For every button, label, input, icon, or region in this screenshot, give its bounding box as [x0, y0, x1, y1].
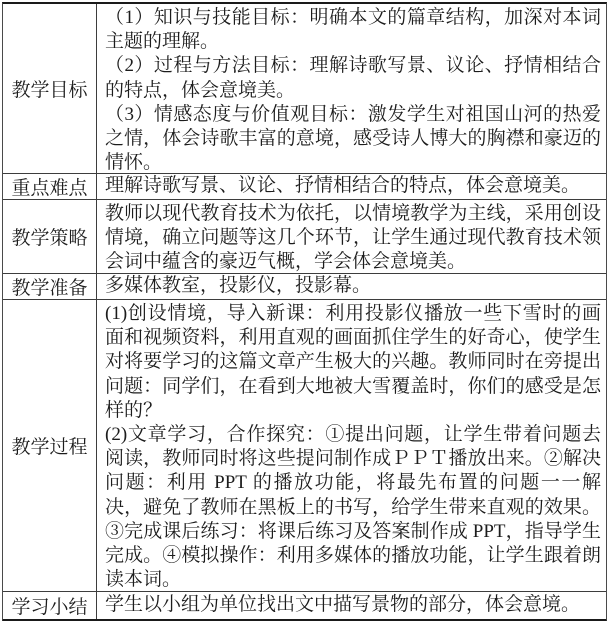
- row-content-teaching-process: [97, 300, 606, 591]
- row-label-teaching-goals: 教学目标: [3, 4, 97, 173]
- row-label-teaching-process: 教学过程: [3, 300, 97, 591]
- row-content-key-difficulties: [97, 174, 606, 199]
- row-label-teaching-preparation: 教学准备: [3, 274, 97, 299]
- lesson-plan-table: [2, 2, 607, 621]
- row-label-learning-summary: 学习小结: [3, 592, 97, 619]
- paragraph-goal-1: （1）知识与技能目标：明确本文的篇章结构，加深对本词主题的理解。: [105, 7, 601, 53]
- table-row-learning-summary: [3, 592, 606, 619]
- paragraph-goal-3: （3）情感态度与价值观目标：激发学生对祖国山河的热爱之情，体会诗歌丰富的意境，感受诗人博大的胸襟和豪迈的情怀。: [105, 103, 601, 173]
- row-label-key-difficulties: 重点难点: [3, 174, 97, 199]
- paragraph-preparation: 多媒体教室，投影仪，投影幕。: [105, 275, 372, 297]
- paragraph-process-step-2: (2)文章学习，合作探究：①提出问题，让学生带着问题去阅读，教师同时将这些提问制作成ＰＰＴ播放出来。②解决问题：利用 PPT 的播放功能，将最先布置的问题一一解决，避免了教师在黑板上的书写，给学生带来直观的效果。③完成课后练习：将课后练习及答案制作成 PPT，指导学生完成。④模拟操作：利用多媒体的播放功能，让学生跟着朗读本词。: [105, 424, 601, 591]
- table-row-key-difficulties: [3, 174, 606, 200]
- row-content-teaching-preparation: [97, 274, 606, 299]
- row-content-teaching-goals: [97, 4, 606, 173]
- paragraph-goal-2: （2）过程与方法目标：理解诗歌写景、议论、抒情相结合的特点，体会意境美。: [105, 55, 601, 101]
- paragraph-process-step-1: (1)创设情境，导入新课：利用投影仪播放一些下雪时的画面和视频资料，利用直观的画面抓住学生的好奇心，使学生对将要学习的这篇文章产生极大的兴趣。教师同时在旁提出问题：同学们，在看到大地被大雪覆盖时，你们的感受是怎样的？: [105, 303, 601, 421]
- table-row-teaching-strategy: [3, 200, 606, 274]
- table-row-teaching-goals: [3, 4, 606, 174]
- row-label-teaching-strategy: 教学策略: [3, 200, 97, 273]
- paragraph-key-difficulties: 理解诗歌写景、议论、抒情相结合的特点，体会意境美。: [105, 175, 581, 197]
- paragraph-strategy: 教师以现代教育技术为依托，以情境教学为主线，采用创设情境，确立问题等这几个环节，让学生通过现代教育技术领会词中蕴含的豪迈气概，学会体会意境美。: [105, 203, 601, 273]
- table-row-teaching-preparation: [3, 274, 606, 300]
- row-content-teaching-strategy: [97, 200, 606, 273]
- row-content-learning-summary: [97, 592, 606, 619]
- paragraph-learning-summary: 学生以小组为单位找出文中描写景物的部分，体会意境。: [105, 594, 581, 616]
- table-row-teaching-process: [3, 300, 606, 592]
